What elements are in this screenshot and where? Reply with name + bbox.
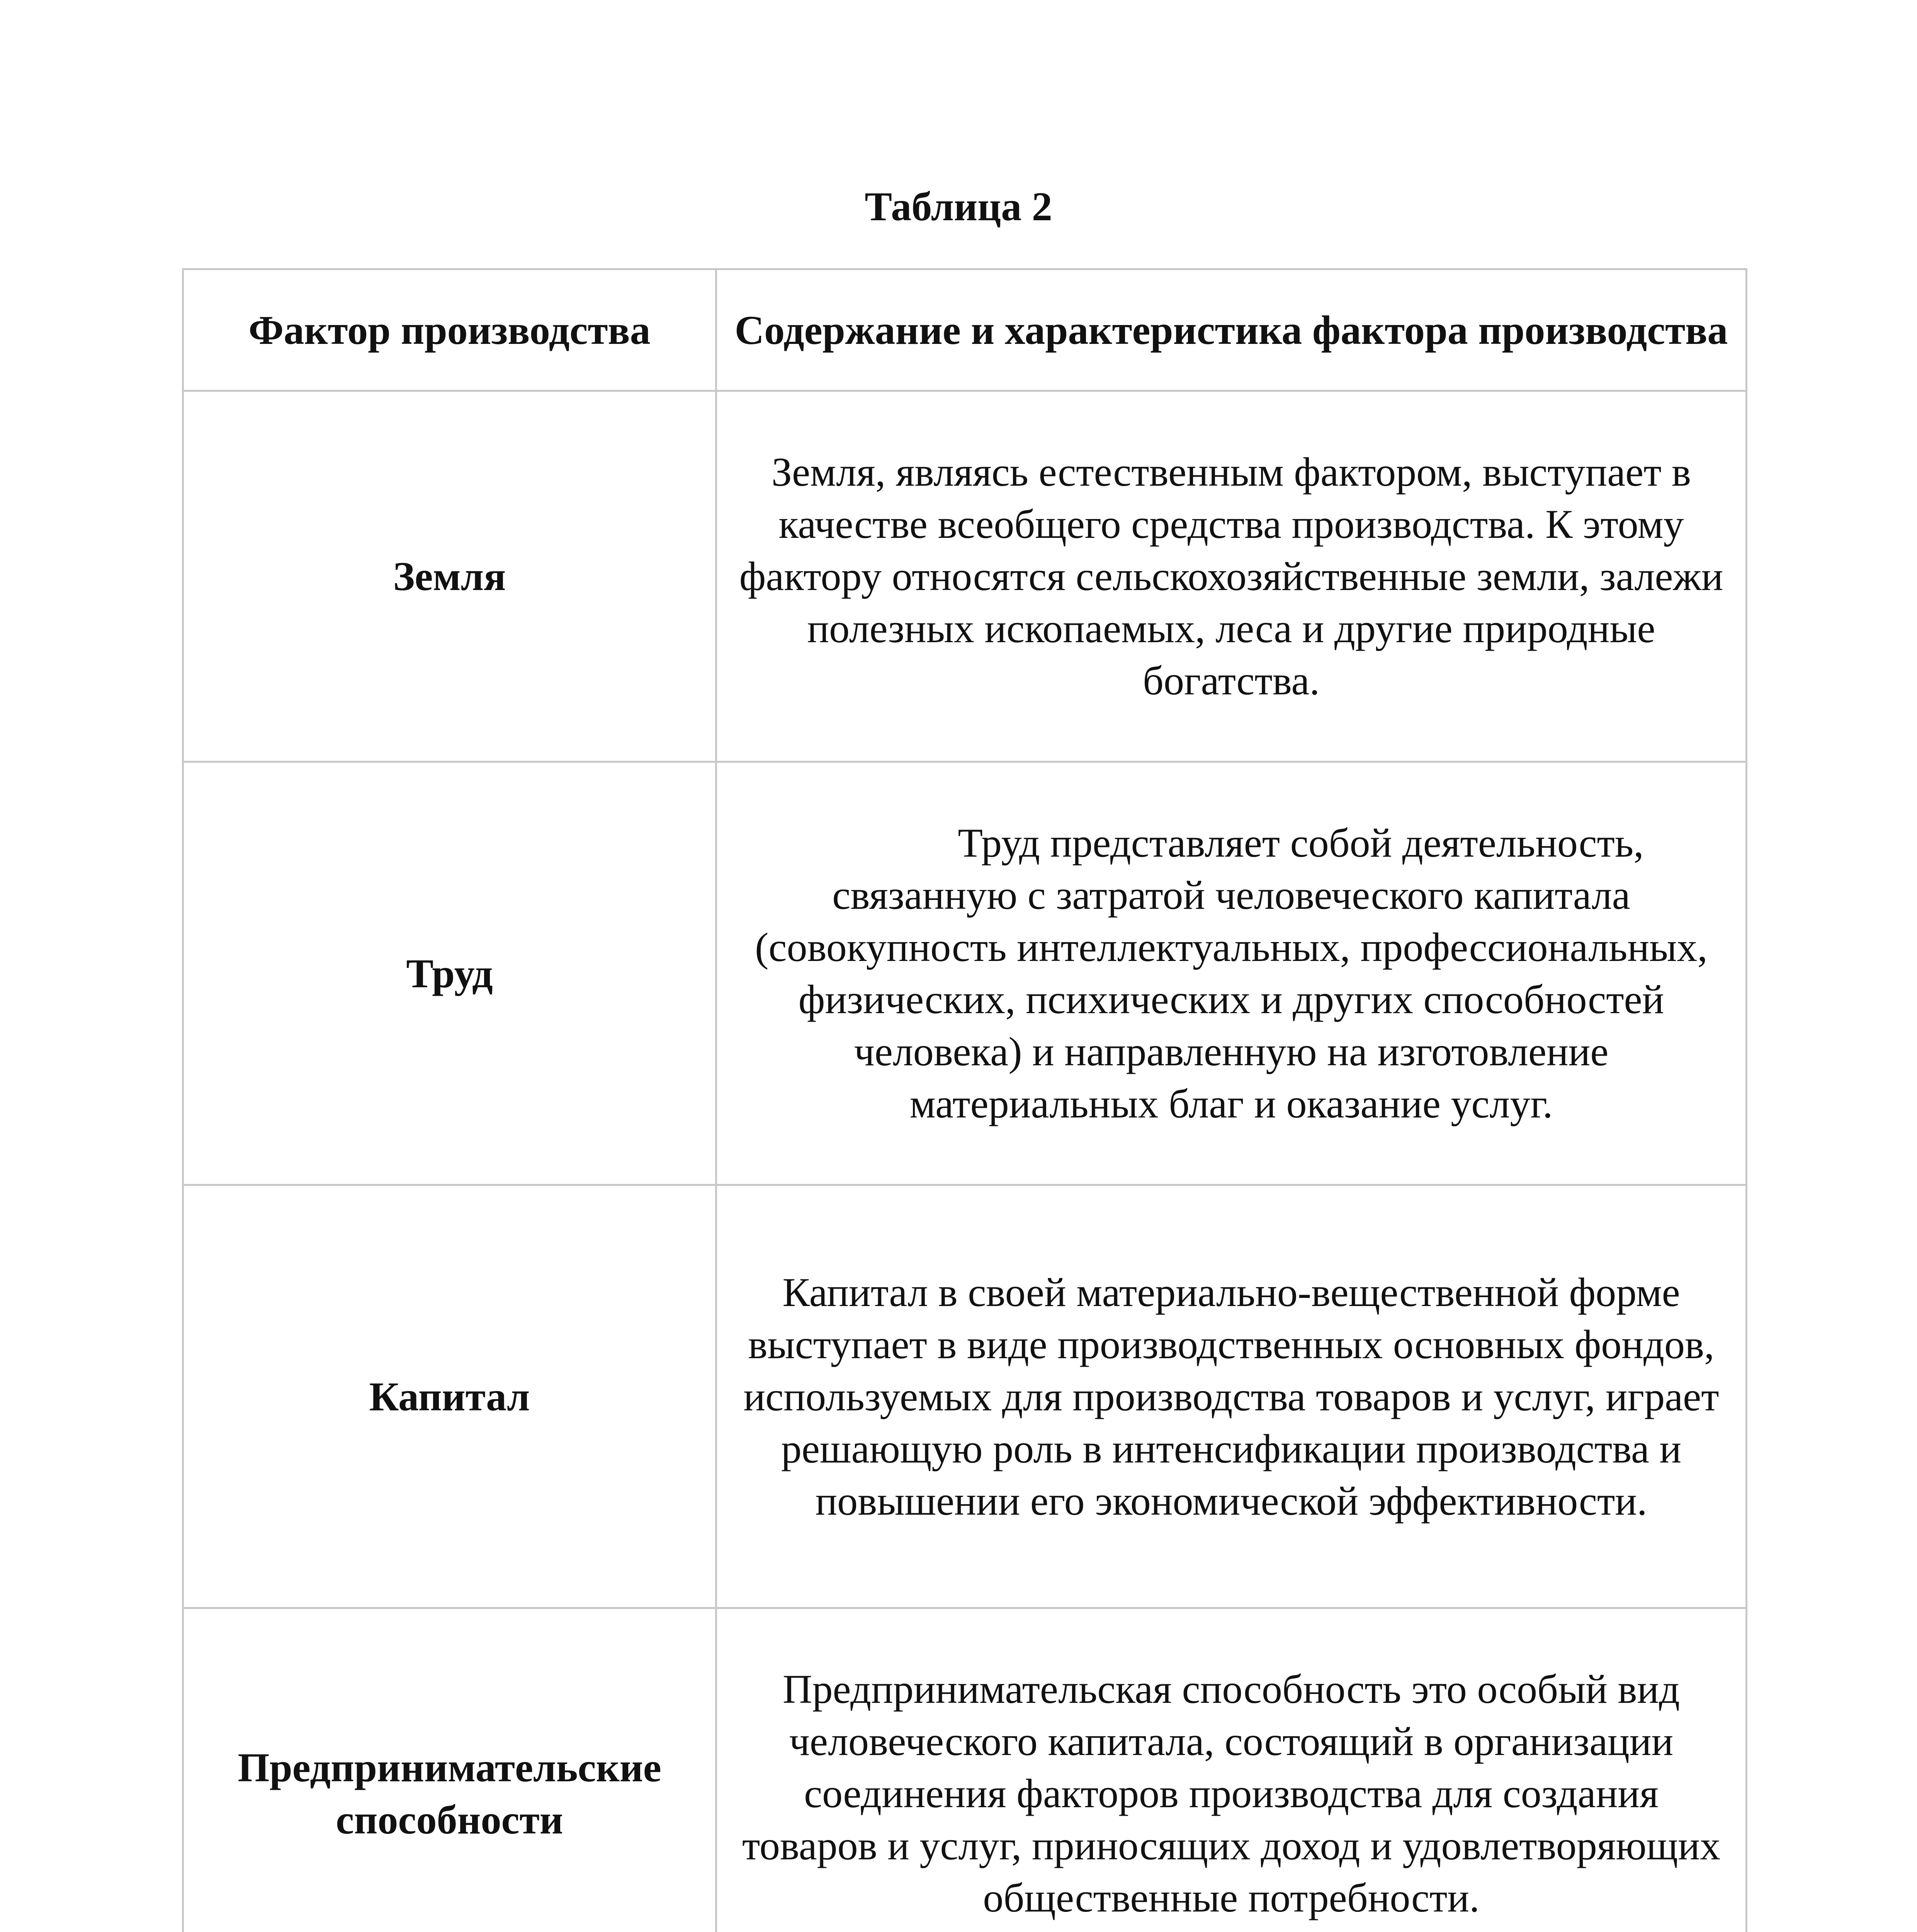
factor-name-cell: Капитал <box>183 1185 716 1608</box>
factor-description-cell: Капитал в своей материально-вещественной форме выступает в виде производственных основных фондов, используемых для производства товаров и услуг, играет решающую роль в интенсификации производства и повышении его экономической эффективности. <box>716 1185 1747 1608</box>
factor-description-cell: Предпринимательская способность это особый вид человеческого капитала, состоящий в организации соединения факторов производства для создания товаров и услуг, приносящих доход и удовлетворяющих общественные потребности. <box>716 1608 1747 1932</box>
production-factors-table <box>182 268 1747 1932</box>
table-header-row <box>183 269 1747 391</box>
factor-name-cell: Земля <box>183 391 716 762</box>
table-row <box>183 391 1747 762</box>
table-row <box>183 1608 1747 1932</box>
table-caption: Таблица 2 <box>865 184 1052 229</box>
factor-name-cell: Предпринимательские способности <box>183 1608 716 1932</box>
factor-name-cell: Труд <box>183 762 716 1185</box>
header-factor: Фактор производства <box>183 269 716 391</box>
header-description: Содержание и характеристика фактора производства <box>716 269 1747 391</box>
table-row <box>183 762 1747 1185</box>
factor-description-cell: Труд представляет собой деятельность, связанную с затратой человеческого капитала (совокупность интеллектуальных, профессиональных, физических, психических и других способностей человека) и направленную на изготовление материальных благ и оказание услуг. <box>716 762 1747 1185</box>
factor-description-cell: Земля, являясь естественным фактором, выступает в качестве всеобщего средства производства. К этому фактору относятся сельскохозяйственные земли, залежи полезных ископаемых, леса и другие природные богатства. <box>716 391 1747 762</box>
table-row <box>183 1185 1747 1608</box>
